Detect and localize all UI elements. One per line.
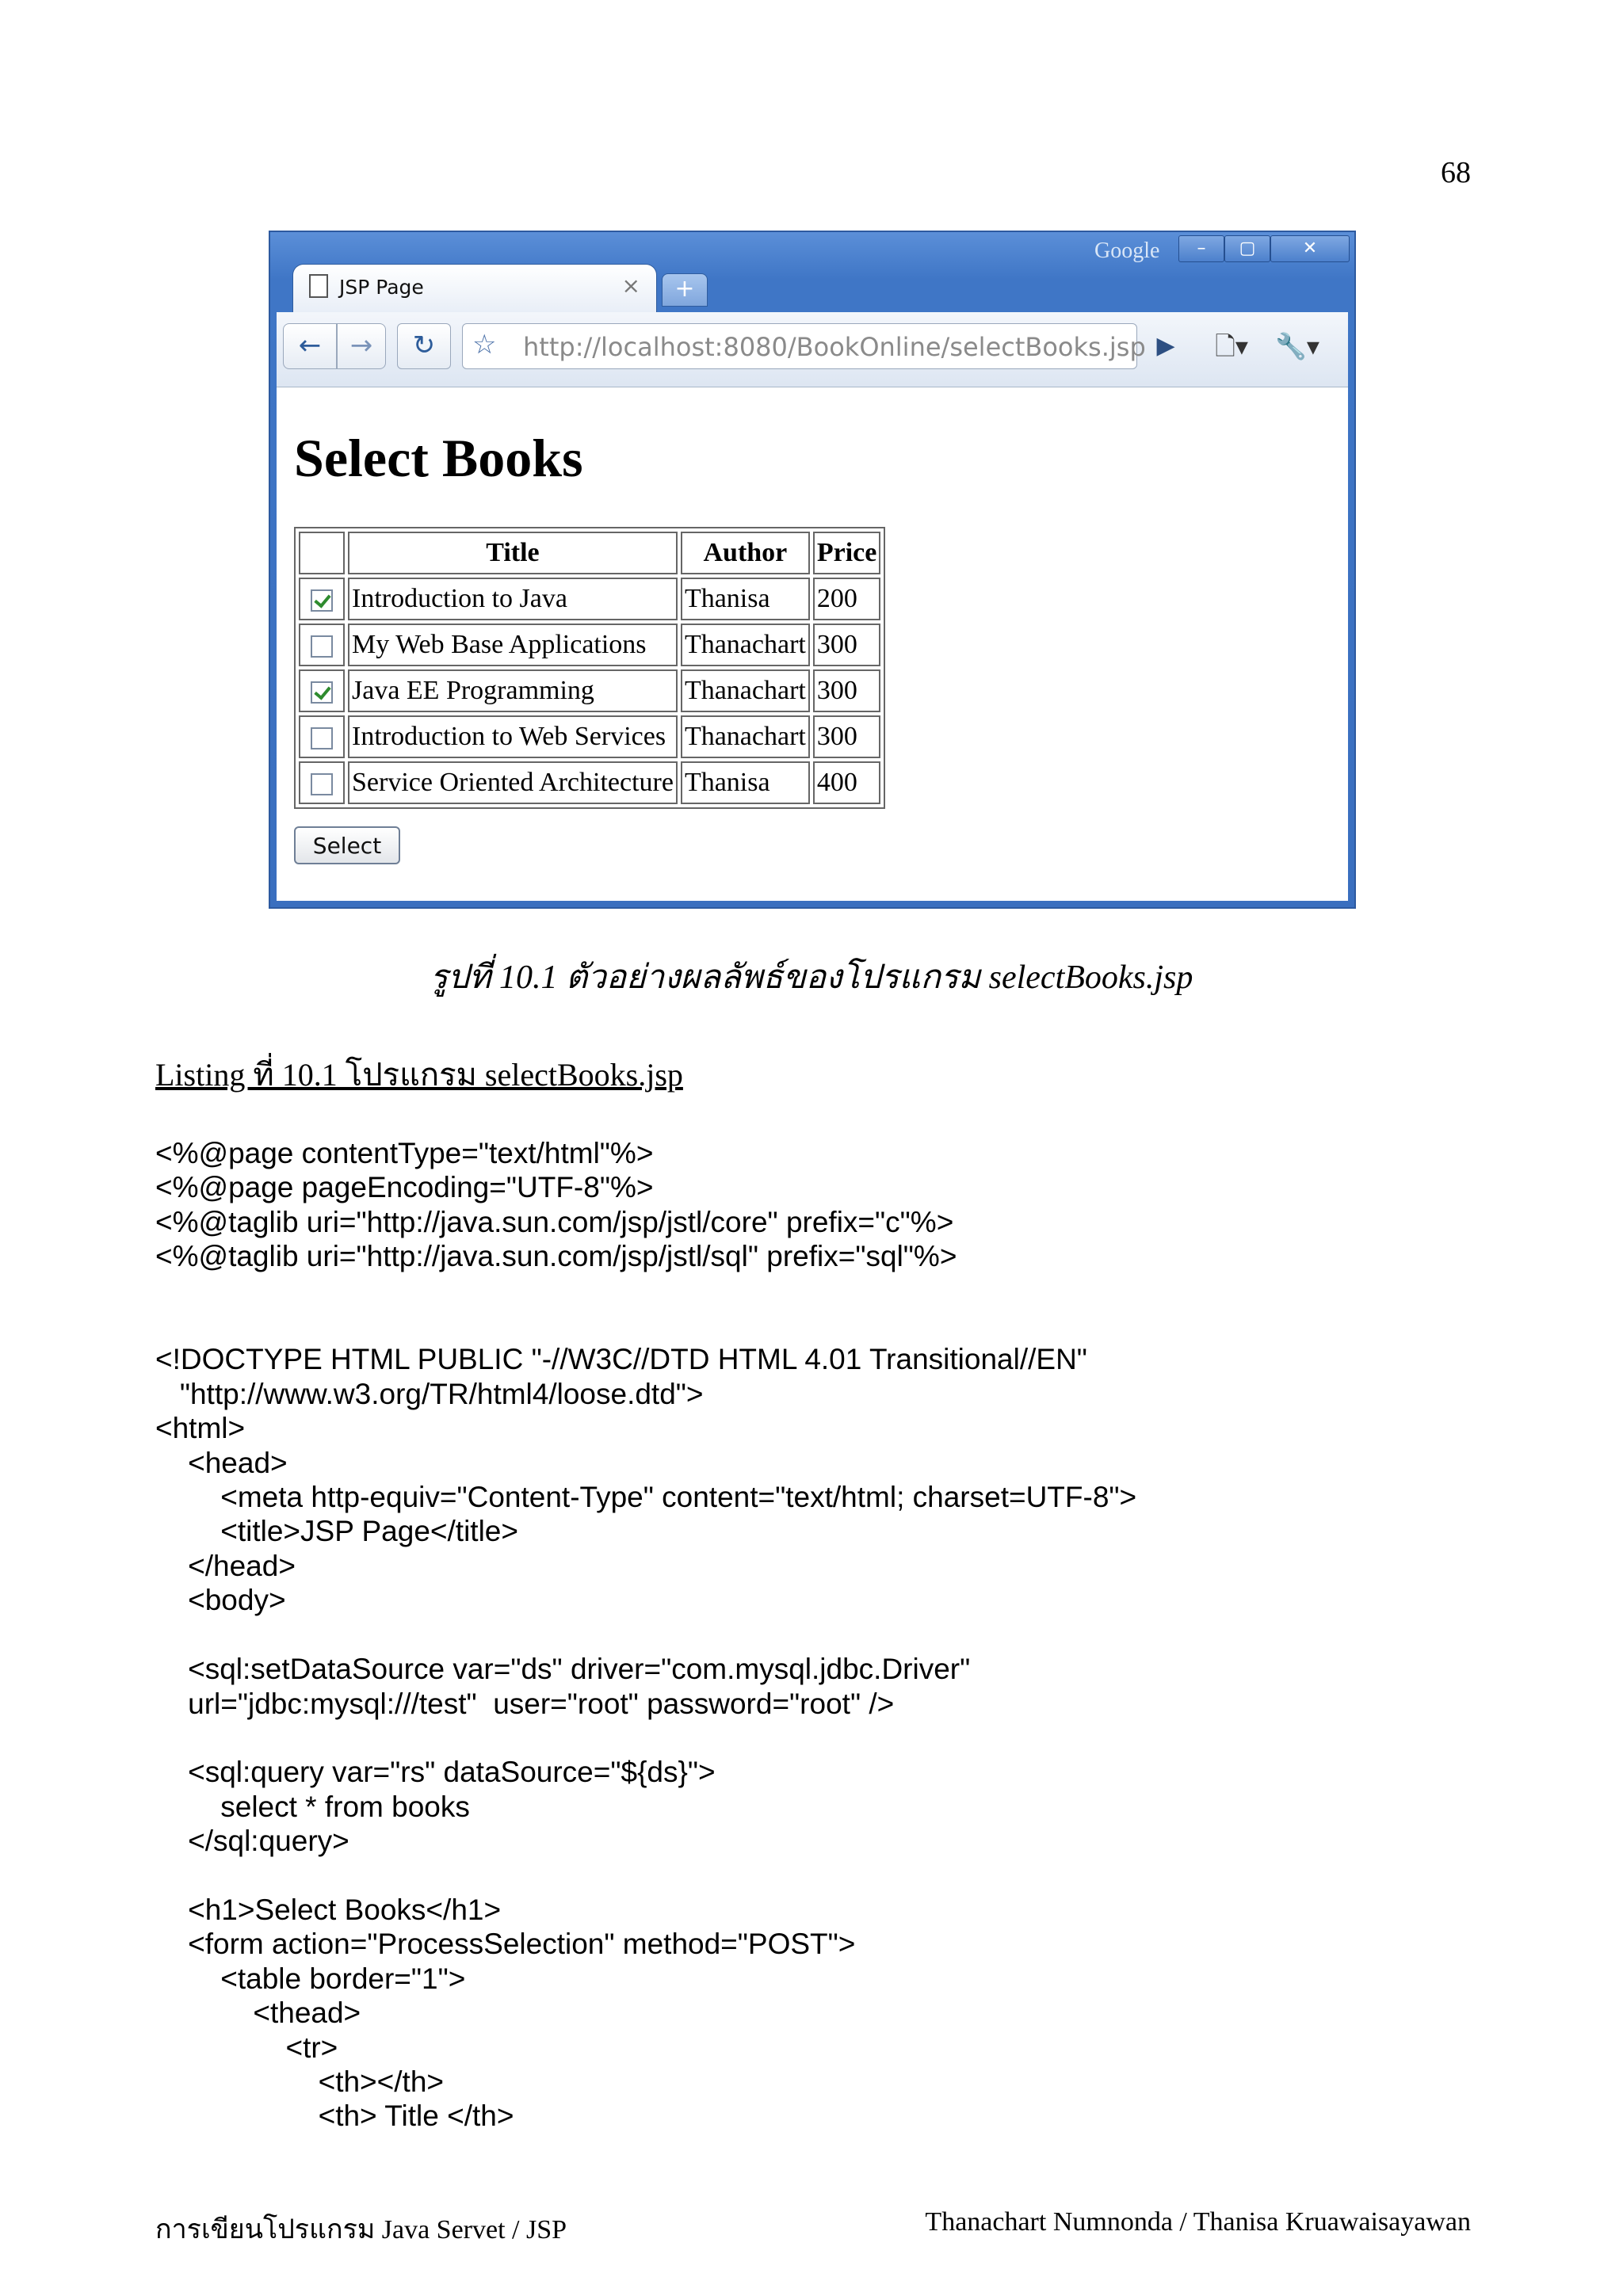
checkbox-cell (299, 624, 345, 666)
book-price-cell: 300 (813, 715, 881, 758)
browser-toolbar (277, 312, 1348, 387)
new-tab-button[interactable]: + (662, 273, 708, 307)
column-header-select (299, 532, 345, 574)
table-row (299, 761, 880, 804)
browser-screenshot (269, 231, 1356, 909)
table-row (299, 624, 880, 666)
figure-caption: รูปที่ 10.1 ตัวอย่างผลลัพธ์ของโปรแกรม selectBooks.jsp (430, 959, 1193, 996)
code-listing: <%@page contentType="text/html"%> <%@page pageEncoding="UTF-8"%> <%@taglib uri="http://java.sun.com/jsp/jstl/core" prefix="c"%> <%@taglib uri="http://java.sun.com/jsp/jstl/sql" prefix="sql"%> <!DOCTYPE HTML PUBLIC "-//W3C//DTD HTML 4.01 Transitional//EN" "http://www.w3.org/TR/html4/loose.dtd"> <html> <head> <meta http-equiv="Content-Type" content="text/html; charset=UTF-8"> <title>JSP Page</title> </head> <body> <sql:setDataSource var="ds" driver="com.mysql.jdbc.Driver" url="jdbc:mysql:///test" user="root" password="root" /> <sql:query var="rs" dataSource="${ds}"> select * from books </sql:query> <h1>Select Books</h1> <form action="ProcessSelection" method="POST"> <table border="1"> <thead> <tr> <th></th> <th> Title </th> (155, 1137, 1137, 2133)
book-title-cell: Introduction to Web Services (348, 715, 678, 758)
page-heading: Select Books (294, 428, 583, 488)
book-author-cell: Thanachart (681, 715, 810, 758)
maximize-button[interactable]: ▢ (1224, 235, 1270, 262)
browser-tab[interactable] (292, 264, 657, 313)
table-row (299, 669, 880, 712)
back-arrow-icon[interactable]: ← (283, 323, 337, 369)
close-window-button[interactable]: ✕ (1270, 235, 1350, 262)
book-checkbox[interactable] (311, 635, 333, 658)
book-author-cell: Thanachart (681, 669, 810, 712)
page-number: 68 (1441, 156, 1471, 189)
reload-icon[interactable]: ↻ (397, 323, 451, 369)
url-text[interactable]: http://localhost:8080/BookOnline/selectBooks.jsp (523, 332, 1146, 362)
close-tab-icon[interactable]: × (621, 273, 640, 299)
table-header-row (299, 532, 880, 574)
select-button[interactable]: Select (294, 826, 400, 864)
footer-left: การเขียนโปรแกรม Java Servet / JSP (155, 2215, 567, 2245)
book-price-cell: 400 (813, 761, 881, 804)
browser-viewport (277, 387, 1348, 901)
book-title-cell: Java EE Programming (348, 669, 678, 712)
wrench-icon[interactable]: 🔧▾ (1275, 331, 1319, 361)
book-author-cell: Thanachart (681, 624, 810, 666)
book-title-cell: My Web Base Applications (348, 624, 678, 666)
listing-heading: Listing ที่ 10.1 โปรแกรม selectBooks.jsp (155, 1057, 683, 1093)
book-price-cell: 300 (813, 624, 881, 666)
column-header-author: Author (681, 532, 810, 574)
book-title-cell: Introduction to Java (348, 578, 678, 620)
address-bar[interactable] (462, 323, 1146, 369)
book-author-cell: Thanisa (681, 578, 810, 620)
book-checkbox[interactable] (311, 589, 333, 612)
footer-right: Thanachart Numnonda / Thanisa Kruawaisayawan (925, 2207, 1471, 2237)
book-checkbox[interactable] (311, 681, 333, 704)
checkbox-cell (299, 761, 345, 804)
book-checkbox[interactable] (311, 773, 333, 795)
book-checkbox[interactable] (311, 727, 333, 749)
book-price-cell: 300 (813, 669, 881, 712)
star-icon[interactable]: ☆ (472, 329, 497, 360)
google-label: Google (1094, 238, 1160, 263)
page-menu-icon[interactable]: 🗋▾ (1215, 331, 1248, 361)
checkbox-cell (299, 715, 345, 758)
table-row (299, 715, 880, 758)
minimize-button[interactable]: – (1178, 235, 1224, 262)
column-header-title: Title (348, 532, 678, 574)
tab-title: JSP Page (339, 276, 424, 299)
checkbox-cell (299, 578, 345, 620)
book-price-cell: 200 (813, 578, 881, 620)
checkbox-cell (299, 669, 345, 712)
book-author-cell: Thanisa (681, 761, 810, 804)
table-row (299, 578, 880, 620)
document-icon (309, 274, 328, 298)
column-header-price: Price (813, 532, 881, 574)
books-table (294, 527, 885, 809)
book-title-cell: Service Oriented Architecture (348, 761, 678, 804)
go-icon[interactable]: ▶ (1156, 332, 1175, 360)
forward-arrow-icon[interactable]: → (337, 323, 386, 369)
